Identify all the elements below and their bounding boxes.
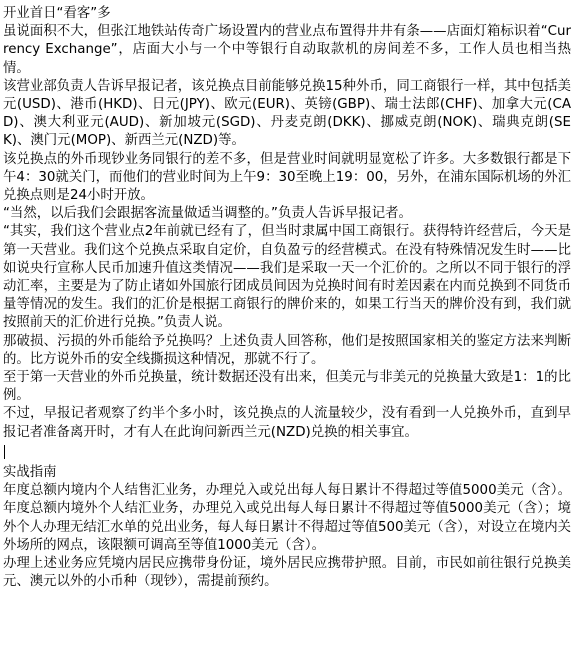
paragraph-currencies: 该营业部负责人告诉早报记者，该兑换点目前能够兑换15种外币，同工商银行一样，其中包括美元(USD)、港币(HKD)、日元(JPY)、欧元(EUR)、英镑(GBP)、瑞士法郎(CHF)、加拿大元(CAD)、澳大利亚元(AUD)、新加坡元(SGD)、丹麦克朗(DKK)、挪威克朗(NOK)、瑞典克朗(SEK)、澳门元(MOP)、新西兰元(NZD)等。 [3, 78, 571, 149]
paragraph-pricing-model: “其实，我们这个营业点2年前就已经有了，但当时隶属中国工商银行。获得特许经营后，今天是第一天营业。我们这个兑换点采取自定价，自负盈亏的经营模式。在没有特殊情况发生时——比如说央行宣称人民币加速升值这类情况——我们是采取一天一个汇价的。之所以不同于银行的浮动汇率，主要是为了防止诸如外国旅行团成员间因为兑换时间有时差因素在内而兑换到不同货币量等情况的发生。我们的汇价是根据工商银行的牌价来的，如果工行当天的牌价没有到，我们就按照前天的汇价进行兑换。”负责人说。 [3, 224, 571, 331]
paragraph-quota-rules: 年度总额内境内个人结售汇业务，办理兑入或兑出每人每日累计不得超过等值5000美元（含）。年度总额内境外个人结汇业务，办理兑入或兑出每人每日累计不得超过等值5000美元（含）；境外个人办理无结汇水单的兑出业务，每人每日累计不得超过等值500美元（含），对设立在境内关外场所的网点，该限额可调高至等值1000美元（含）。 [3, 483, 571, 553]
text-cursor[interactable] [3, 444, 571, 462]
paragraph-exchange-volume: 至于第一天营业的外币兑换量，统计数据还没有出来，但美元与非美元的兑换量大致是1：1的比例。 [3, 370, 571, 404]
section-heading-opening-day: 开业首日“看客”多 [3, 6, 111, 21]
paragraph-adjustment-quote: “当然，以后我们会跟据客流量做适当调整的。”负责人告诉早报记者。 [3, 206, 412, 222]
section-heading-guide: 实战指南 [3, 465, 57, 481]
paragraph-damaged-notes: 那破损、污损的外币能给予兑换吗？上述负责人回答称，他们是按照国家相关的鉴定方法来判断的。比方说外币的安全线撕损这种情况，那就不行了。 [3, 333, 571, 367]
paragraph-business-hours: 该兑换点的外币现钞业务同银行的差不多，但是营业时间就明显宽松了许多。大多数银行都是下午4：30就关门，而他们的营业时间为上午9：30至晚上19：00，另外，在浦东国际机场的外汇兑换点则是24小时开放。 [3, 151, 571, 204]
article-body [3, 5, 571, 591]
paragraph-observation: 不过，早报记者观察了约半个多小时，该兑换点的人流量较少，没有看到一人兑换外币，直到早报记者准备离开时，才有人在此询问新西兰元(NZD)兑换的相关事宜。 [3, 406, 571, 440]
paragraph-storefront: 虽说面积不大，但张江地铁站传奇广场设置内的营业点布置得井井有条——店面灯箱标识着“Currency Exchange”，店面大小与一个中等银行自动取款机的房间差不多，工作人员也相当热情。 [3, 24, 571, 76]
paragraph-id-requirements: 办理上述业务应凭境内居民应携带身份证，境外居民应携带护照。目前，市民如前往银行兑换美元、澳元以外的小币种（现钞），需提前预约。 [3, 556, 571, 590]
text-cursor-bar [4, 445, 5, 459]
